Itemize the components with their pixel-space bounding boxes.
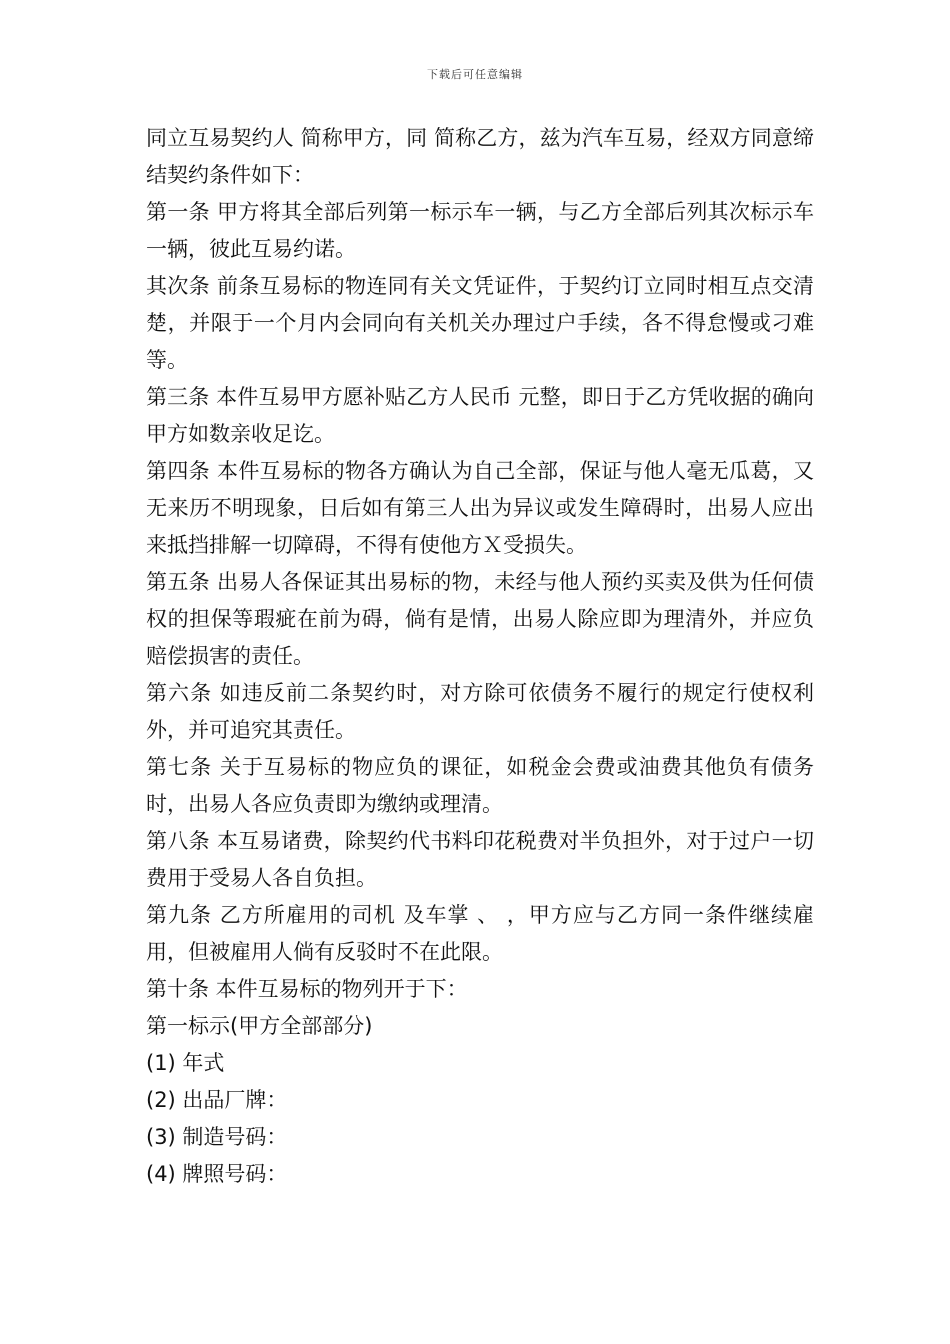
page-header-note: 下载后可任意编辑 bbox=[427, 68, 523, 81]
article-2-paragraph: 其次条 前条互易标的物连同有关文凭证件，于契约订立同时相互点交清楚，并限于一个月内会同向有关机关办理过户手续，各不得怠慢或刁难等。 bbox=[146, 274, 814, 372]
article-4-paragraph: 第四条 本件互易标的物各方确认为自己全部，保证与他人毫无瓜葛，又无来历不明现象，日后如有第三人出为异议或发生障碍时，出易人应出来抵挡排解一切障碍，不得有使他方Ｘ受损失。 bbox=[146, 459, 814, 557]
listing-item-serial: (3) 制造号码： bbox=[146, 1125, 288, 1149]
article-8-paragraph: 第八条 本互易诸费，除契约代书料印花税费对半负担外，对于过户一切费用于受易人各自负担。 bbox=[146, 829, 814, 890]
preamble-paragraph: 同立互易契约人 简称甲方，同 简称乙方，兹为汽车互易，经双方同意缔结契约条件如下： bbox=[146, 126, 814, 187]
listing-item-brand: (2) 出品厂牌： bbox=[146, 1088, 288, 1112]
article-3-paragraph: 第三条 本件互易甲方愿补贴乙方人民币 元整，即日于乙方凭收据的确向甲方如数亲收足讫。 bbox=[146, 385, 814, 446]
first-listing-heading: 第一标示(甲方全部部分) bbox=[146, 1014, 373, 1038]
document-body bbox=[146, 120, 814, 1193]
article-9-paragraph: 第九条 乙方所雇用的司机 及车掌 、 ，甲方应与乙方同一条件继续雇用，但被雇用人倘有反驳时不在此限。 bbox=[146, 903, 814, 964]
article-5-paragraph: 第五条 出易人各保证其出易标的物，未经与他人预约买卖及供为任何债权的担保等瑕疵在前为碍，倘有是情，出易人除应即为理清外，并应负赔偿损害的责任。 bbox=[146, 570, 814, 668]
article-6-paragraph: 第六条 如违反前二条契约时，对方除可依债务不履行的规定行使权利外，并可追究其责任。 bbox=[146, 681, 814, 742]
article-1-paragraph: 第一条 甲方将其全部后列第一标示车一辆，与乙方全部后列其次标示车一辆，彼此互易约诺。 bbox=[146, 200, 814, 261]
article-7-paragraph: 第七条 关于互易标的物应负的课征，如税金会费或油费其他负有债务时，出易人各应负责即为缴纳或理清。 bbox=[146, 755, 814, 816]
article-10-paragraph: 第十条 本件互易标的物列开于下： bbox=[146, 977, 468, 1001]
listing-item-plate: (4) 牌照号码： bbox=[146, 1162, 288, 1186]
listing-item-year: (1) 年式 bbox=[146, 1051, 225, 1075]
